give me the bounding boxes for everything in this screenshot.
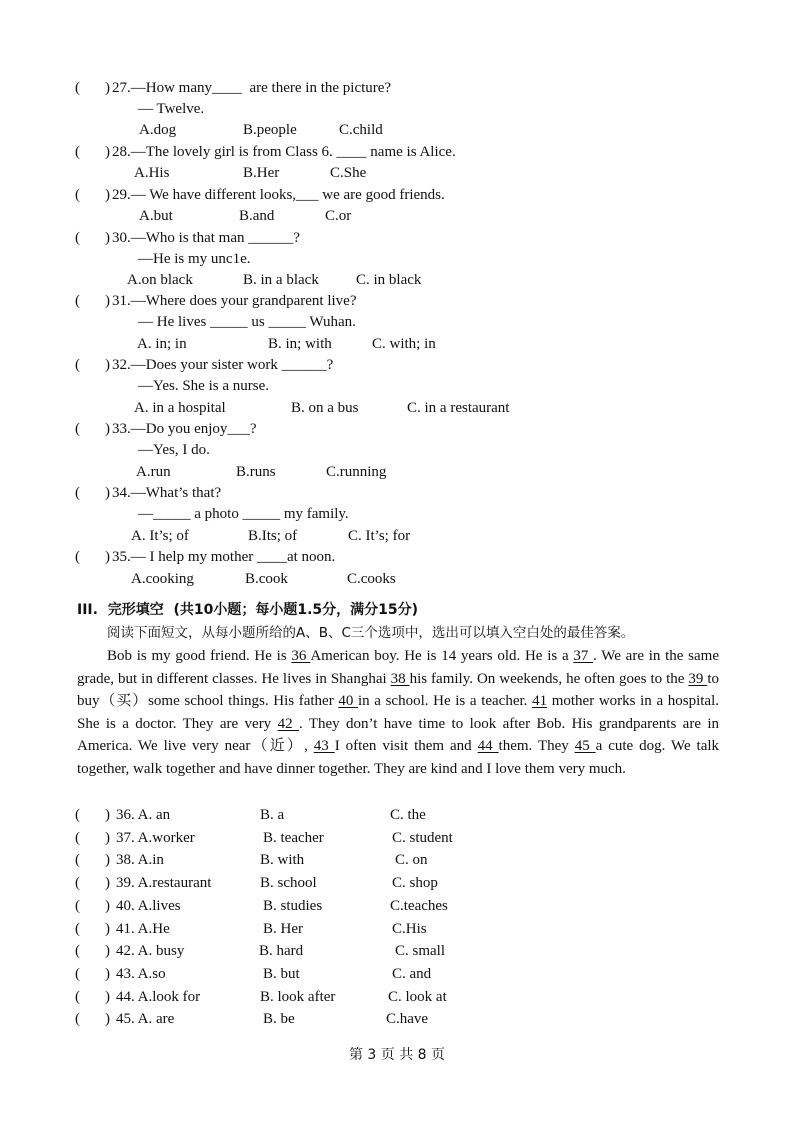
cloze-option-a: 41. A.He bbox=[116, 920, 170, 937]
cloze-option-c: C. small bbox=[395, 943, 446, 960]
question-text: 30.—Who is that man ______? bbox=[112, 230, 300, 246]
blank-number: 37 bbox=[573, 648, 594, 664]
cloze-option-a: 44. A.look for bbox=[116, 988, 201, 1005]
answer-paren: ( bbox=[75, 485, 80, 501]
cloze-option-c: C.teaches bbox=[390, 897, 448, 914]
cloze-option-a: 38. A.in bbox=[116, 852, 164, 869]
page-footer: 第 3 页 共 8 页 bbox=[348, 1047, 446, 1063]
answer-paren: ) bbox=[105, 230, 110, 246]
reply-text: — Twelve. bbox=[138, 101, 205, 117]
blank-number: 42 bbox=[277, 715, 299, 732]
cloze-option-b: B. Her bbox=[263, 920, 303, 937]
reply-text: —_____ a photo _____ my family. bbox=[138, 506, 349, 522]
option-a: A. in; in bbox=[137, 336, 187, 352]
blank-number: 44 bbox=[477, 738, 499, 755]
reply-text: —He is my unc1e. bbox=[138, 251, 251, 267]
answer-paren: ( bbox=[75, 829, 80, 846]
cloze-option-a: 42. A. busy bbox=[116, 943, 185, 960]
answer-paren: ( bbox=[75, 549, 80, 565]
option-a: A.on black bbox=[127, 272, 193, 288]
option-c: C. in black bbox=[356, 272, 422, 288]
answer-paren: ( bbox=[75, 852, 80, 869]
option-c: C.or bbox=[325, 208, 352, 224]
option-b: B.Her bbox=[243, 165, 280, 181]
option-c: C.child bbox=[339, 122, 383, 138]
reply-text: —Yes, I do. bbox=[138, 442, 210, 458]
answer-paren: ( bbox=[75, 875, 80, 892]
option-b: B.cook bbox=[245, 571, 288, 587]
option-b: B.and bbox=[239, 208, 275, 224]
passage-text: Bob is my good friend. He is bbox=[107, 648, 292, 664]
answer-paren: ) bbox=[105, 965, 110, 982]
cloze-option-c: C. look at bbox=[388, 988, 447, 1005]
cloze-option-b: B. school bbox=[260, 875, 317, 892]
passage-text: his family. On weekends, he often goes to the bbox=[409, 670, 689, 687]
answer-paren: ) bbox=[105, 293, 110, 309]
cloze-option-b: B. be bbox=[263, 1011, 295, 1028]
cloze-option-c: C. and bbox=[392, 965, 432, 982]
section-title: III. 完形填空 (共10小题；每小题1.5分，满分15分) bbox=[77, 602, 419, 618]
answer-paren: ) bbox=[105, 357, 110, 373]
cloze-option-a: 36. A. an bbox=[116, 807, 171, 823]
option-c: C. in a restaurant bbox=[407, 400, 510, 416]
passage-text: to buy（买）some school things. His father bbox=[77, 670, 720, 710]
option-a: A.dog bbox=[139, 122, 177, 138]
passage-text: mother works in a hospital. She is a doctor. They are very bbox=[77, 693, 719, 732]
question-text: 32.—Does your sister work ______? bbox=[112, 357, 334, 373]
option-c: C.She bbox=[330, 165, 367, 181]
answer-paren: ) bbox=[105, 144, 110, 160]
cloze-option-b: B. look after bbox=[260, 988, 336, 1005]
cloze-option-a: 40. A.lives bbox=[116, 897, 181, 914]
option-c: C. with; in bbox=[372, 336, 436, 352]
section-instruction: 阅读下面短文，从每小题所给的A、B、C三个选项中，选出可以填入空白处的最佳答案。 bbox=[107, 625, 635, 641]
option-a: A. in a hospital bbox=[134, 400, 226, 416]
cloze-option-b: B. a bbox=[260, 807, 285, 823]
answer-paren: ( bbox=[75, 230, 80, 246]
blank-number: 45 bbox=[574, 738, 596, 755]
option-b: B.Its; of bbox=[248, 528, 298, 544]
answer-paren: ( bbox=[75, 357, 80, 373]
answer-paren: ) bbox=[105, 943, 110, 960]
question-text: 27.—How many____ are there in the picture? bbox=[112, 80, 392, 96]
passage-text: them. They bbox=[498, 738, 575, 755]
answer-paren: ) bbox=[105, 187, 110, 203]
cloze-option-a: 39. A.restaurant bbox=[116, 875, 212, 892]
option-c: C. It’s; for bbox=[348, 528, 411, 544]
answer-paren: ( bbox=[75, 144, 80, 160]
answer-paren: ( bbox=[75, 293, 80, 309]
cloze-passage bbox=[77, 645, 719, 781]
question-text: 33.—Do you enjoy___? bbox=[112, 421, 257, 437]
cloze-option-c: C.have bbox=[386, 1011, 429, 1028]
answer-paren: ( bbox=[75, 80, 80, 96]
passage-text: in a school. He is a teacher. bbox=[357, 693, 533, 710]
answer-paren: ( bbox=[75, 187, 80, 203]
answer-paren: ) bbox=[105, 852, 110, 869]
reply-text: —Yes. She is a nurse. bbox=[138, 378, 269, 394]
cloze-option-a: 43. A.so bbox=[116, 965, 166, 982]
option-a: A.but bbox=[139, 208, 173, 224]
question-text: 28.—The lovely girl is from Class 6. ____ name is Alice. bbox=[112, 144, 456, 160]
answer-paren: ) bbox=[105, 807, 110, 823]
answer-paren: ) bbox=[105, 421, 110, 437]
answer-paren: ( bbox=[75, 421, 80, 437]
passage-text: . They don’t have time to look after Bob. His grandparents are in America. We live very near（近）, bbox=[77, 715, 720, 755]
passage-text: a cute dog. We talk together, walk together and have dinner together. They are kind and I love them very much. bbox=[77, 738, 720, 777]
option-b: B. on a bus bbox=[291, 400, 359, 416]
answer-paren: ( bbox=[75, 988, 80, 1005]
cloze-option-b: B. but bbox=[263, 965, 300, 982]
cloze-option-b: B. hard bbox=[259, 943, 304, 960]
option-b: B. in a black bbox=[243, 272, 319, 288]
option-b: B.people bbox=[243, 122, 297, 138]
blank-number: 40 bbox=[338, 693, 358, 710]
passage-paragraph bbox=[77, 645, 719, 781]
answer-paren: ( bbox=[75, 807, 80, 823]
cloze-option-a: 45. A. are bbox=[116, 1011, 175, 1028]
blank-number: 38 bbox=[390, 670, 410, 687]
option-c: C.cooks bbox=[347, 571, 396, 587]
cloze-option-c: C. the bbox=[390, 807, 426, 823]
answer-paren: ) bbox=[105, 920, 110, 937]
cloze-option-b: B. studies bbox=[263, 897, 323, 914]
cloze-option-b: B. with bbox=[260, 852, 305, 869]
passage-text: I often visit them and bbox=[334, 738, 478, 755]
answer-paren: ( bbox=[75, 897, 80, 914]
reply-text: — He lives _____ us _____ Wuhan. bbox=[138, 314, 356, 330]
question-text: 34.—What’s that? bbox=[112, 485, 222, 501]
answer-paren: ( bbox=[75, 965, 80, 982]
answer-paren: ) bbox=[105, 829, 110, 846]
blank-number: 39 bbox=[688, 670, 708, 687]
option-c: C.running bbox=[326, 464, 387, 480]
cloze-option-c: C.His bbox=[392, 920, 427, 937]
cloze-option-a: 37. A.worker bbox=[116, 829, 195, 846]
blank-number: 36 bbox=[291, 648, 311, 664]
option-a: A. It’s; of bbox=[131, 528, 189, 544]
answer-paren: ) bbox=[105, 485, 110, 501]
passage-text: American boy. He is 14 years old. He is a bbox=[310, 648, 574, 664]
answer-paren: ) bbox=[105, 1011, 110, 1028]
question-text: 31.—Where does your grandparent live? bbox=[112, 293, 357, 309]
blank-number: 41 bbox=[532, 693, 548, 710]
answer-paren: ) bbox=[105, 549, 110, 565]
option-a: A.run bbox=[136, 464, 171, 480]
cloze-option-c: C. on bbox=[395, 852, 428, 869]
blank-number: 43 bbox=[313, 738, 335, 755]
option-b: B.runs bbox=[236, 464, 276, 480]
question-text: 29.— We have different looks,___ we are good friends. bbox=[112, 187, 445, 203]
option-b: B. in; with bbox=[268, 336, 332, 352]
answer-paren: ) bbox=[105, 80, 110, 96]
option-a: A.His bbox=[134, 165, 170, 181]
answer-paren: ( bbox=[75, 920, 80, 937]
passage-text: . We are in the same grade, but in different classes. He lives in Shanghai bbox=[77, 648, 720, 687]
answer-paren: ( bbox=[75, 943, 80, 960]
cloze-option-b: B. teacher bbox=[263, 829, 324, 846]
cloze-option-c: C. student bbox=[392, 829, 453, 846]
answer-paren: ) bbox=[105, 875, 110, 892]
answer-paren: ) bbox=[105, 897, 110, 914]
question-text: 35.— I help my mother ____at noon. bbox=[112, 549, 336, 565]
option-a: A.cooking bbox=[131, 571, 194, 587]
answer-paren: ) bbox=[105, 988, 110, 1005]
answer-paren: ( bbox=[75, 1011, 80, 1028]
cloze-option-c: C. shop bbox=[392, 875, 438, 892]
